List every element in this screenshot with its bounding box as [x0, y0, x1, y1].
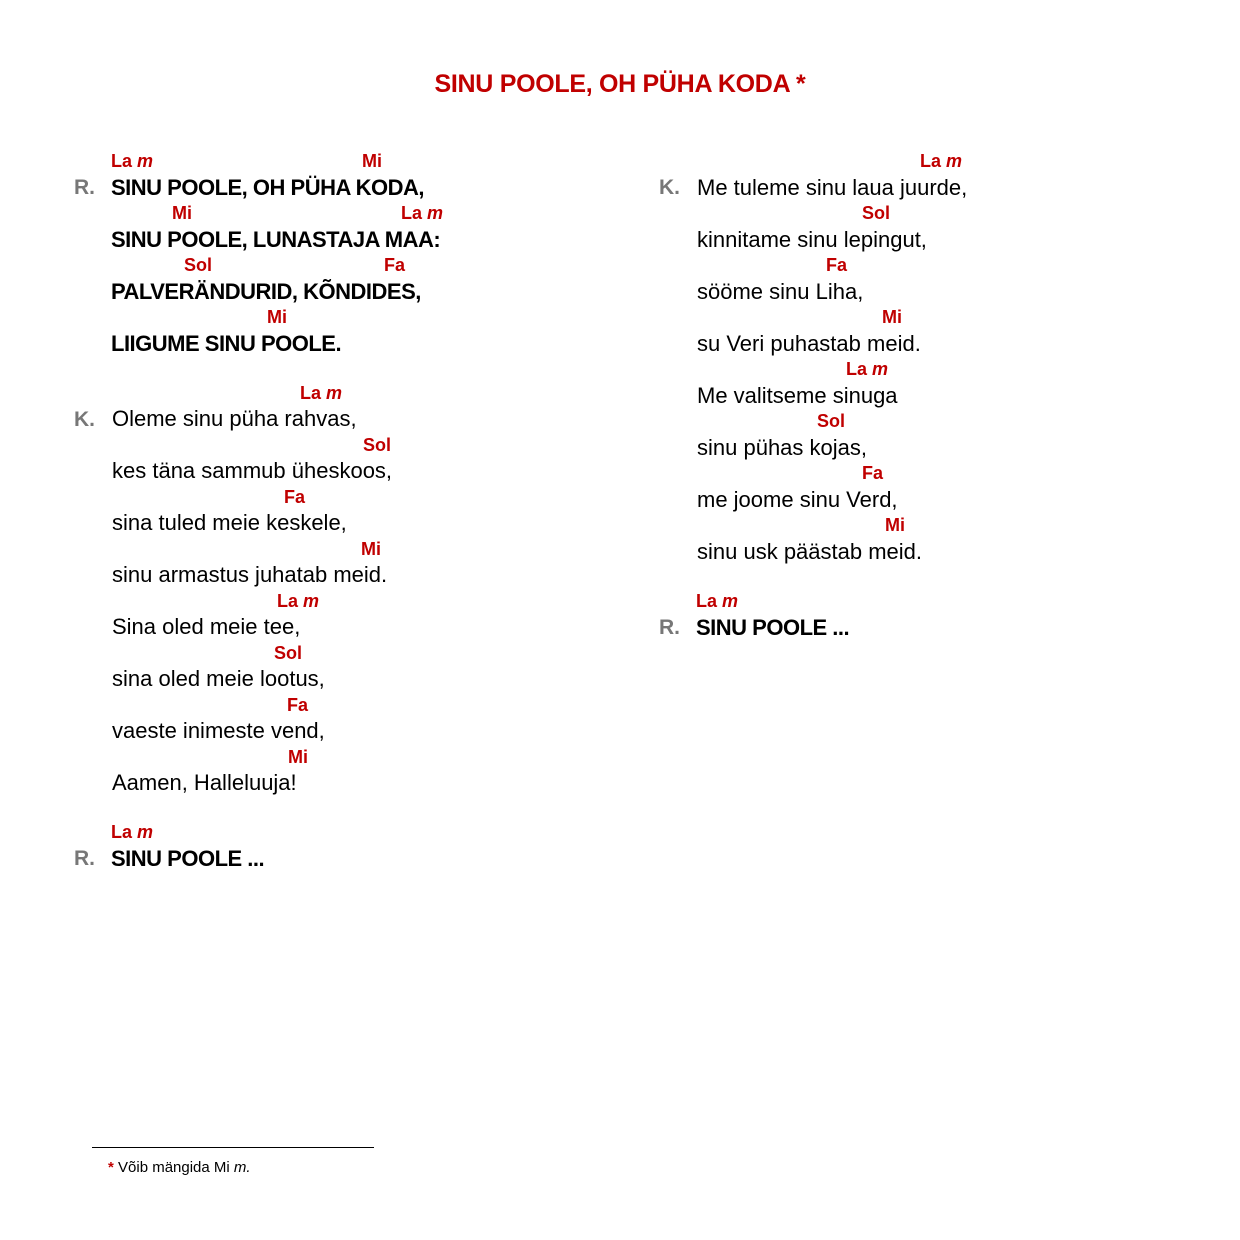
- chord: Fa: [862, 463, 884, 483]
- verse-line: Me tuleme sinu laua juurde,: [697, 175, 968, 200]
- verse-line: kes täna sammub üheskoos,: [112, 458, 393, 483]
- chord: La m: [300, 383, 343, 403]
- refrain-marker: R.: [74, 847, 95, 870]
- chord: Sol: [274, 643, 303, 663]
- chord: La m: [401, 203, 444, 223]
- verse-line: su Veri puhastab meid.: [697, 331, 921, 356]
- verse-line: sina oled meie lootus,: [112, 666, 325, 691]
- chord: Mi: [288, 747, 308, 767]
- refrain-line: LIIGUME SINU POOLE.: [111, 331, 342, 356]
- refrain-repeat-line: SINU POOLE ...: [111, 846, 265, 871]
- refrain-line: SINU POOLE, OH PÜHA KODA,: [111, 175, 425, 200]
- chord: Mi: [267, 307, 287, 327]
- footnote-text: Võib mängida Mi: [118, 1159, 234, 1176]
- chord: La m: [846, 359, 889, 379]
- chord: Sol: [862, 203, 891, 223]
- footnote-divider: [92, 1147, 374, 1148]
- verse-marker: K.: [659, 176, 680, 199]
- chord: Sol: [363, 435, 392, 455]
- chord: Fa: [826, 255, 848, 275]
- chord: La m: [111, 822, 154, 842]
- chord: Fa: [287, 695, 309, 715]
- chord: Fa: [284, 487, 306, 507]
- chord: Mi: [885, 515, 905, 535]
- refrain-marker: R.: [74, 176, 95, 199]
- chord: La m: [111, 151, 154, 171]
- chord: Mi: [361, 539, 381, 559]
- chord: Sol: [184, 255, 213, 275]
- footnote: [108, 1159, 251, 1177]
- chord: Sol: [817, 411, 846, 431]
- chord: Mi: [882, 307, 902, 327]
- chord: La m: [920, 151, 963, 171]
- verse-line: sinu armastus juhatab meid.: [112, 562, 388, 587]
- footnote-star: *: [108, 1159, 114, 1176]
- verse-line: Aamen, Halleluuja!: [112, 770, 297, 795]
- verse-line: Me valitseme sinuga: [697, 383, 898, 408]
- song-title: SINU POOLE, OH PÜHA KODA *: [434, 70, 806, 98]
- chord: Mi: [172, 203, 192, 223]
- verse-line: sööme sinu Liha,: [697, 279, 864, 304]
- chord: La m: [277, 591, 320, 611]
- verse-line: vaeste inimeste vend,: [112, 718, 325, 743]
- chord: Fa: [384, 255, 406, 275]
- footnote-mode: m.: [233, 1159, 251, 1176]
- refrain-line: PALVERÄNDURID, KÕNDIDES,: [111, 279, 421, 304]
- chord: La m: [696, 591, 739, 611]
- verse-line: sinu usk päästab meid.: [697, 539, 923, 564]
- refrain-repeat-line: SINU POOLE ...: [696, 615, 850, 640]
- refrain-line: SINU POOLE, LUNASTAJA MAA:: [111, 227, 441, 252]
- verse-marker: K.: [74, 408, 95, 431]
- verse-line: Oleme sinu püha rahvas,: [112, 406, 357, 431]
- verse-line: kinnitame sinu lepingut,: [697, 227, 927, 252]
- verse-line: sinu pühas kojas,: [697, 435, 867, 460]
- verse-line: Sina oled meie tee,: [112, 614, 301, 639]
- verse-line: sina tuled meie keskele,: [112, 510, 347, 535]
- refrain-marker: R.: [659, 616, 680, 639]
- verse-line: me joome sinu Verd,: [697, 487, 898, 512]
- chord: Mi: [362, 151, 382, 171]
